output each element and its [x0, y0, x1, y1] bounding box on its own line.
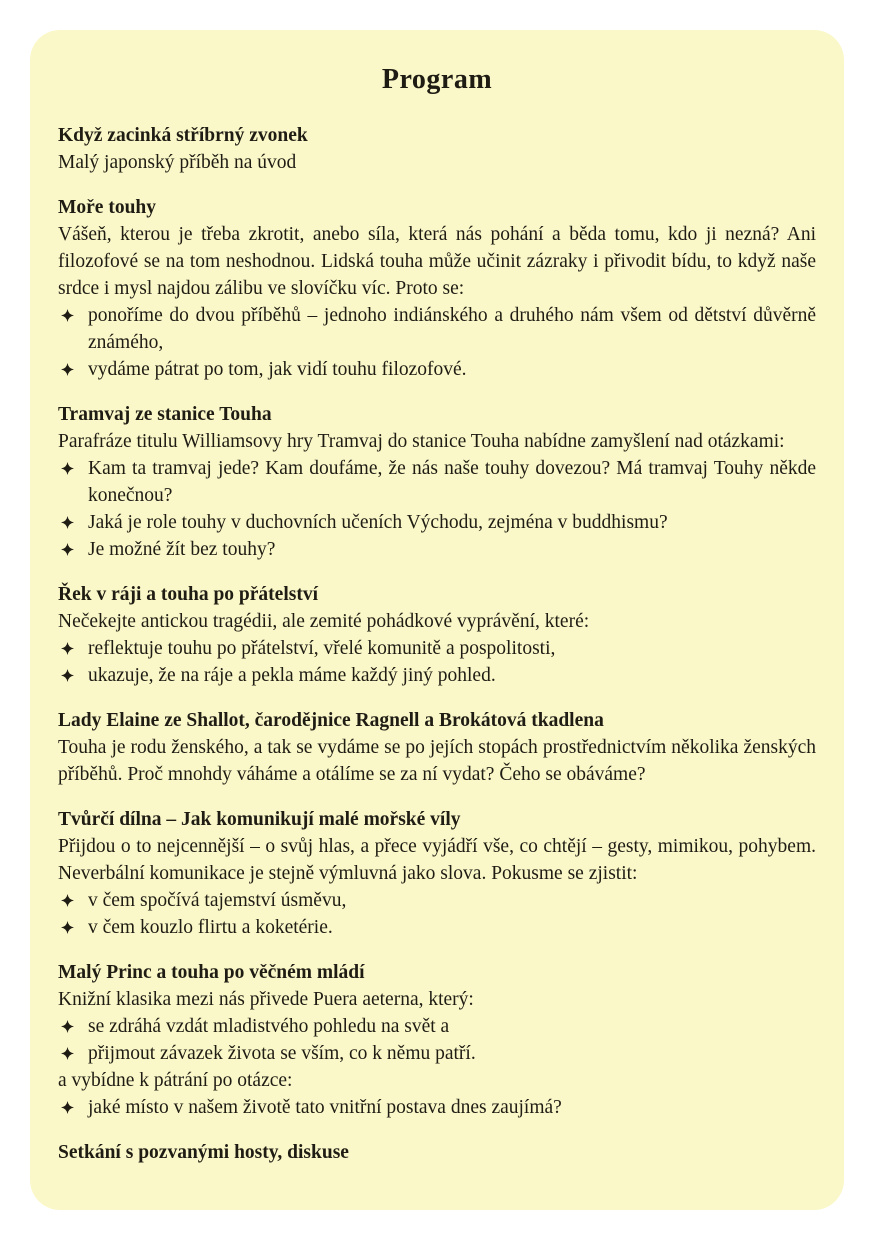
- bullet-item: [58, 662, 816, 689]
- four-pointed-star-icon: [58, 635, 88, 656]
- four-pointed-star-icon: [58, 1094, 88, 1115]
- four-pointed-star-icon: [58, 509, 88, 530]
- program-section: [58, 959, 816, 1121]
- bullet-item: [58, 536, 816, 563]
- program-section: [58, 122, 816, 176]
- four-pointed-star-icon: [58, 1040, 88, 1061]
- four-pointed-star-icon: [58, 887, 88, 908]
- four-pointed-star-icon: [58, 302, 88, 323]
- bullet-text: vydáme pátrat po tom, jak vidí touhu filozofové.: [88, 359, 467, 380]
- bullet-item: [58, 914, 816, 941]
- bullet-text: se zdráhá vzdát mladistvého pohledu na svět a: [88, 1016, 450, 1037]
- section-heading: Lady Elaine ze Shallot, čarodějnice Ragnell a Brokátová tkadlena: [58, 710, 604, 731]
- bullet-text: Je možné žít bez touhy?: [88, 539, 276, 560]
- section-heading: Setkání s pozvanými hosty, diskuse: [58, 1142, 349, 1163]
- program-section: [58, 581, 816, 689]
- bullet-text: v čem spočívá tajemství úsměvu,: [88, 890, 347, 911]
- bullet-item: [58, 635, 816, 662]
- four-pointed-star-icon: [58, 356, 88, 377]
- program-section: [58, 707, 816, 788]
- section-heading: Řek v ráji a touha po přátelství: [58, 584, 318, 605]
- sections-container: [58, 122, 816, 1166]
- bullet-text: ukazuje, že na ráje a pekla máme každý jiný pohled.: [88, 665, 496, 686]
- four-pointed-star-icon: [58, 536, 88, 557]
- bullet-item: [58, 1040, 816, 1067]
- bullet-text: přijmout závazek života se vším, co k němu patří.: [88, 1043, 476, 1064]
- bullet-item: [58, 302, 816, 356]
- section-paragraph: Parafráze titulu Williamsovy hry Tramvaj do stanice Touha nabídne zamyšlení nad otázkami:: [58, 431, 785, 452]
- section-heading: Když zacinká stříbrný zvonek: [58, 125, 308, 146]
- section-heading: Moře touhy: [58, 197, 157, 218]
- bullet-item: [58, 455, 816, 509]
- program-card: [30, 30, 844, 1210]
- bullet-text: reflektuje touhu po přátelství, vřelé komunitě a pospolitosti,: [88, 638, 556, 659]
- section-paragraph: a vybídne k pátrání po otázce:: [58, 1070, 293, 1091]
- bullet-text: ponoříme do dvou příběhů – jednoho indiánského a druhého nám všem od dětství důvěrně známého,: [88, 305, 816, 353]
- four-pointed-star-icon: [58, 914, 88, 935]
- bullet-item: [58, 356, 816, 383]
- bullet-item: [58, 509, 816, 536]
- section-paragraph: Knižní klasika mezi nás přivede Puera aeterna, který:: [58, 989, 474, 1010]
- section-paragraph: Vášeň, kterou je třeba zkrotit, anebo síla, která nás pohání a běda tomu, kdo ji nezná? Ani filozofové se na tom neshodnou. Lidská touha může učinit zázraky i přivodit bídu, to když naše srdce i mysl najdou zálibu ve slovíčku víc. Proto se:: [58, 224, 816, 299]
- section-heading: Tramvaj ze stanice Touha: [58, 404, 272, 425]
- program-section: [58, 1139, 816, 1166]
- section-paragraph: Touha je rodu ženského, a tak se vydáme se po jejích stopách prostřednictvím několika ženských příběhů. Proč mnohdy váháme a otálíme se za ní vydat? Čeho se obáváme?: [58, 737, 816, 785]
- section-heading: Tvůrčí dílna – Jak komunikují malé mořské víly: [58, 809, 461, 830]
- bullet-text: Jaká je role touhy v duchovních učeních Východu, zejména v buddhismu?: [88, 512, 668, 533]
- program-section: [58, 806, 816, 941]
- program-section: [58, 194, 816, 383]
- program-section: [58, 401, 816, 563]
- section-paragraph: Přijdou o to nejcennější – o svůj hlas, a přece vyjádří vše, co chtějí – gesty, mimikou, pohybem. Neverbální komunikace je stejně výmluvná jako slova. Pokusme se zjistit:: [58, 836, 816, 884]
- section-paragraph: Nečekejte antickou tragédii, ale zemité pohádkové vyprávění, které:: [58, 611, 590, 632]
- bullet-text: jaké místo v našem životě tato vnitřní postava dnes zaujímá?: [88, 1097, 562, 1118]
- bullet-item: [58, 1013, 816, 1040]
- bullet-item: [58, 1094, 816, 1121]
- four-pointed-star-icon: [58, 1013, 88, 1034]
- bullet-text: Kam ta tramvaj jede? Kam doufáme, že nás naše touhy dovezou? Má tramvaj Touhy někde konečnou?: [88, 458, 816, 506]
- section-heading: Malý Princ a touha po věčném mládí: [58, 962, 365, 983]
- section-paragraph: Malý japonský příběh na úvod: [58, 152, 297, 173]
- bullet-item: [58, 887, 816, 914]
- four-pointed-star-icon: [58, 455, 88, 476]
- page-title: Program: [381, 64, 493, 95]
- four-pointed-star-icon: [58, 662, 88, 683]
- bullet-text: v čem kouzlo flirtu a koketérie.: [88, 917, 333, 938]
